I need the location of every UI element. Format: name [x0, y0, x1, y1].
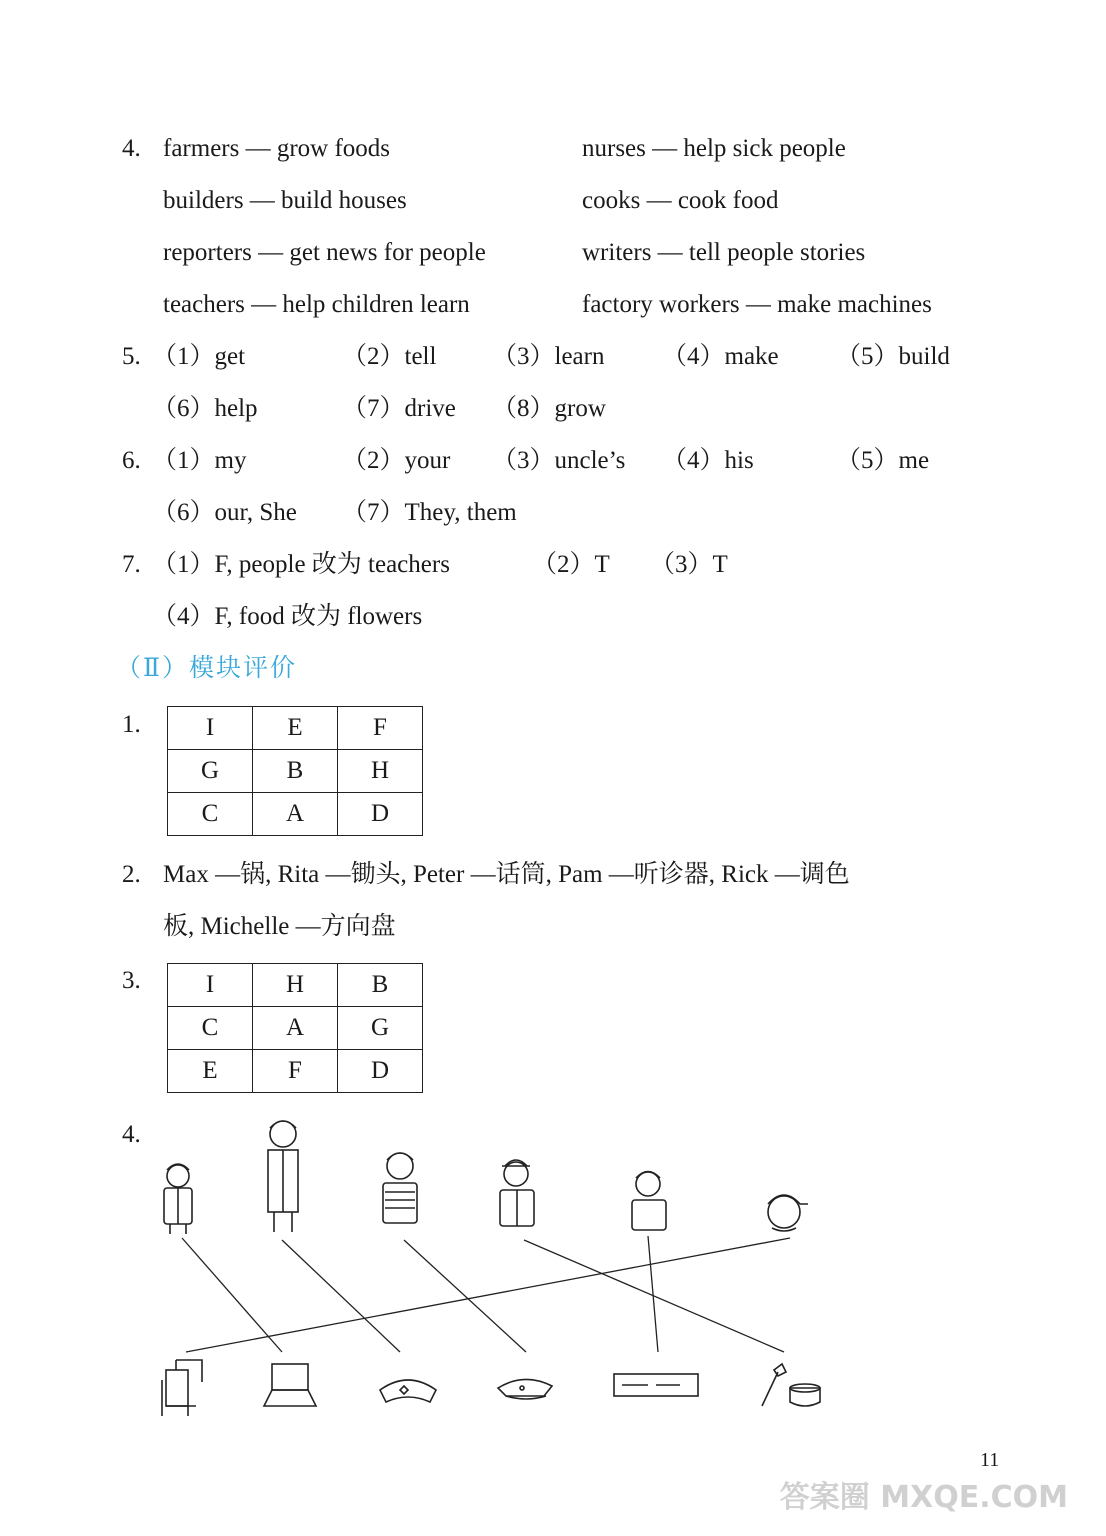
nurse-cap-illustration: [380, 1380, 436, 1402]
q5-number: 5.: [122, 343, 141, 370]
q6-item: （2）your: [342, 447, 451, 474]
q5-item: （7）drive: [342, 395, 456, 422]
m4-number: 4.: [122, 1121, 141, 1148]
q7-item: （3）T: [650, 551, 728, 578]
person-5-illustration: [632, 1172, 666, 1231]
grid-cell: A: [253, 793, 338, 836]
q6-item: （5）me: [836, 447, 930, 474]
q6-item: （6）our, She: [152, 499, 297, 526]
grid-cell: A: [253, 1007, 338, 1050]
m3-number: 3.: [122, 967, 141, 994]
q7-item: （4）F, food 改为 flowers: [152, 603, 423, 630]
match-line: [524, 1240, 784, 1352]
q4-right-2: cooks — cook food: [582, 187, 779, 214]
grid-cell: G: [168, 750, 253, 793]
q4-right-1: nurses — help sick people: [582, 135, 846, 162]
q5-item: （3）learn: [492, 343, 605, 370]
m2-line-2: 板, Michelle —方向盘: [163, 913, 396, 940]
q5-item: （1）get: [152, 343, 246, 370]
q6-item: （3）uncle’s: [492, 447, 626, 474]
grid-cell: B: [253, 750, 338, 793]
grid-cell: F: [338, 707, 423, 750]
q5-item: （5）build: [836, 343, 950, 370]
q5-item: （2）tell: [342, 343, 437, 370]
match-line: [404, 1240, 526, 1352]
match-line: [282, 1240, 400, 1352]
nameplate-illustration: [614, 1374, 698, 1396]
pot-and-spatula-illustration: [762, 1364, 820, 1406]
grid-cell: C: [168, 793, 253, 836]
m1-number: 1.: [122, 711, 141, 738]
m2-number: 2.: [122, 861, 141, 888]
person-6-illustration: [768, 1195, 808, 1231]
q7-number: 7.: [122, 551, 141, 578]
watermark: 答案圈 MXQE.COM: [779, 1480, 1068, 1515]
section-title: （Ⅱ）模块评价: [116, 655, 297, 682]
q4-left-3: reporters — get news for people: [163, 239, 486, 266]
grid-cell: E: [253, 707, 338, 750]
person-1-illustration: [164, 1164, 192, 1234]
q4-right-4: factory workers — make machines: [582, 291, 932, 318]
grid-cell: D: [338, 793, 423, 836]
grid-cell: F: [253, 1050, 338, 1093]
grid-cell: E: [168, 1050, 253, 1093]
q7-item: （1）F, people 改为 teachers: [152, 551, 450, 578]
q6-item: （7）They, them: [342, 499, 517, 526]
q4-right-3: writers — tell people stories: [582, 239, 866, 266]
person-4-illustration: [500, 1160, 534, 1226]
q4-number: 4.: [122, 135, 141, 162]
q4-left-1: farmers — grow foods: [163, 135, 391, 162]
person-3-illustration: [383, 1153, 417, 1223]
grid-cell: I: [168, 707, 253, 750]
q5-item: （4）make: [662, 343, 779, 370]
q5-item: （6）help: [152, 395, 258, 422]
match-line: [186, 1238, 790, 1352]
grid-cell: H: [253, 964, 338, 1007]
m2-line-1: Max —锅, Rita —锄头, Peter —话筒, Pam —听诊器, Rick —调色: [163, 861, 850, 888]
q6-item: （1）my: [152, 447, 247, 474]
page-number: 11: [980, 1449, 1000, 1471]
police-hat-illustration: [498, 1379, 552, 1399]
q6-number: 6.: [122, 447, 141, 474]
grid-cell: G: [338, 1007, 423, 1050]
grid-cell: B: [338, 964, 423, 1007]
q6-item: （4）his: [662, 447, 754, 474]
person-2-illustration: [268, 1121, 298, 1232]
grid-cell: H: [338, 750, 423, 793]
grid-cell: I: [168, 964, 253, 1007]
machine-illustration: [162, 1360, 202, 1416]
grid-cell: C: [168, 1007, 253, 1050]
q4-left-2: builders — build houses: [163, 187, 407, 214]
grid-cell: D: [338, 1050, 423, 1093]
q5-item: （8）grow: [492, 395, 606, 422]
laptop-illustration: [264, 1364, 316, 1406]
match-line: [182, 1238, 282, 1352]
q7-item: （2）T: [532, 551, 610, 578]
matching-lines: [182, 1236, 790, 1352]
q4-left-4: teachers — help children learn: [163, 291, 470, 318]
